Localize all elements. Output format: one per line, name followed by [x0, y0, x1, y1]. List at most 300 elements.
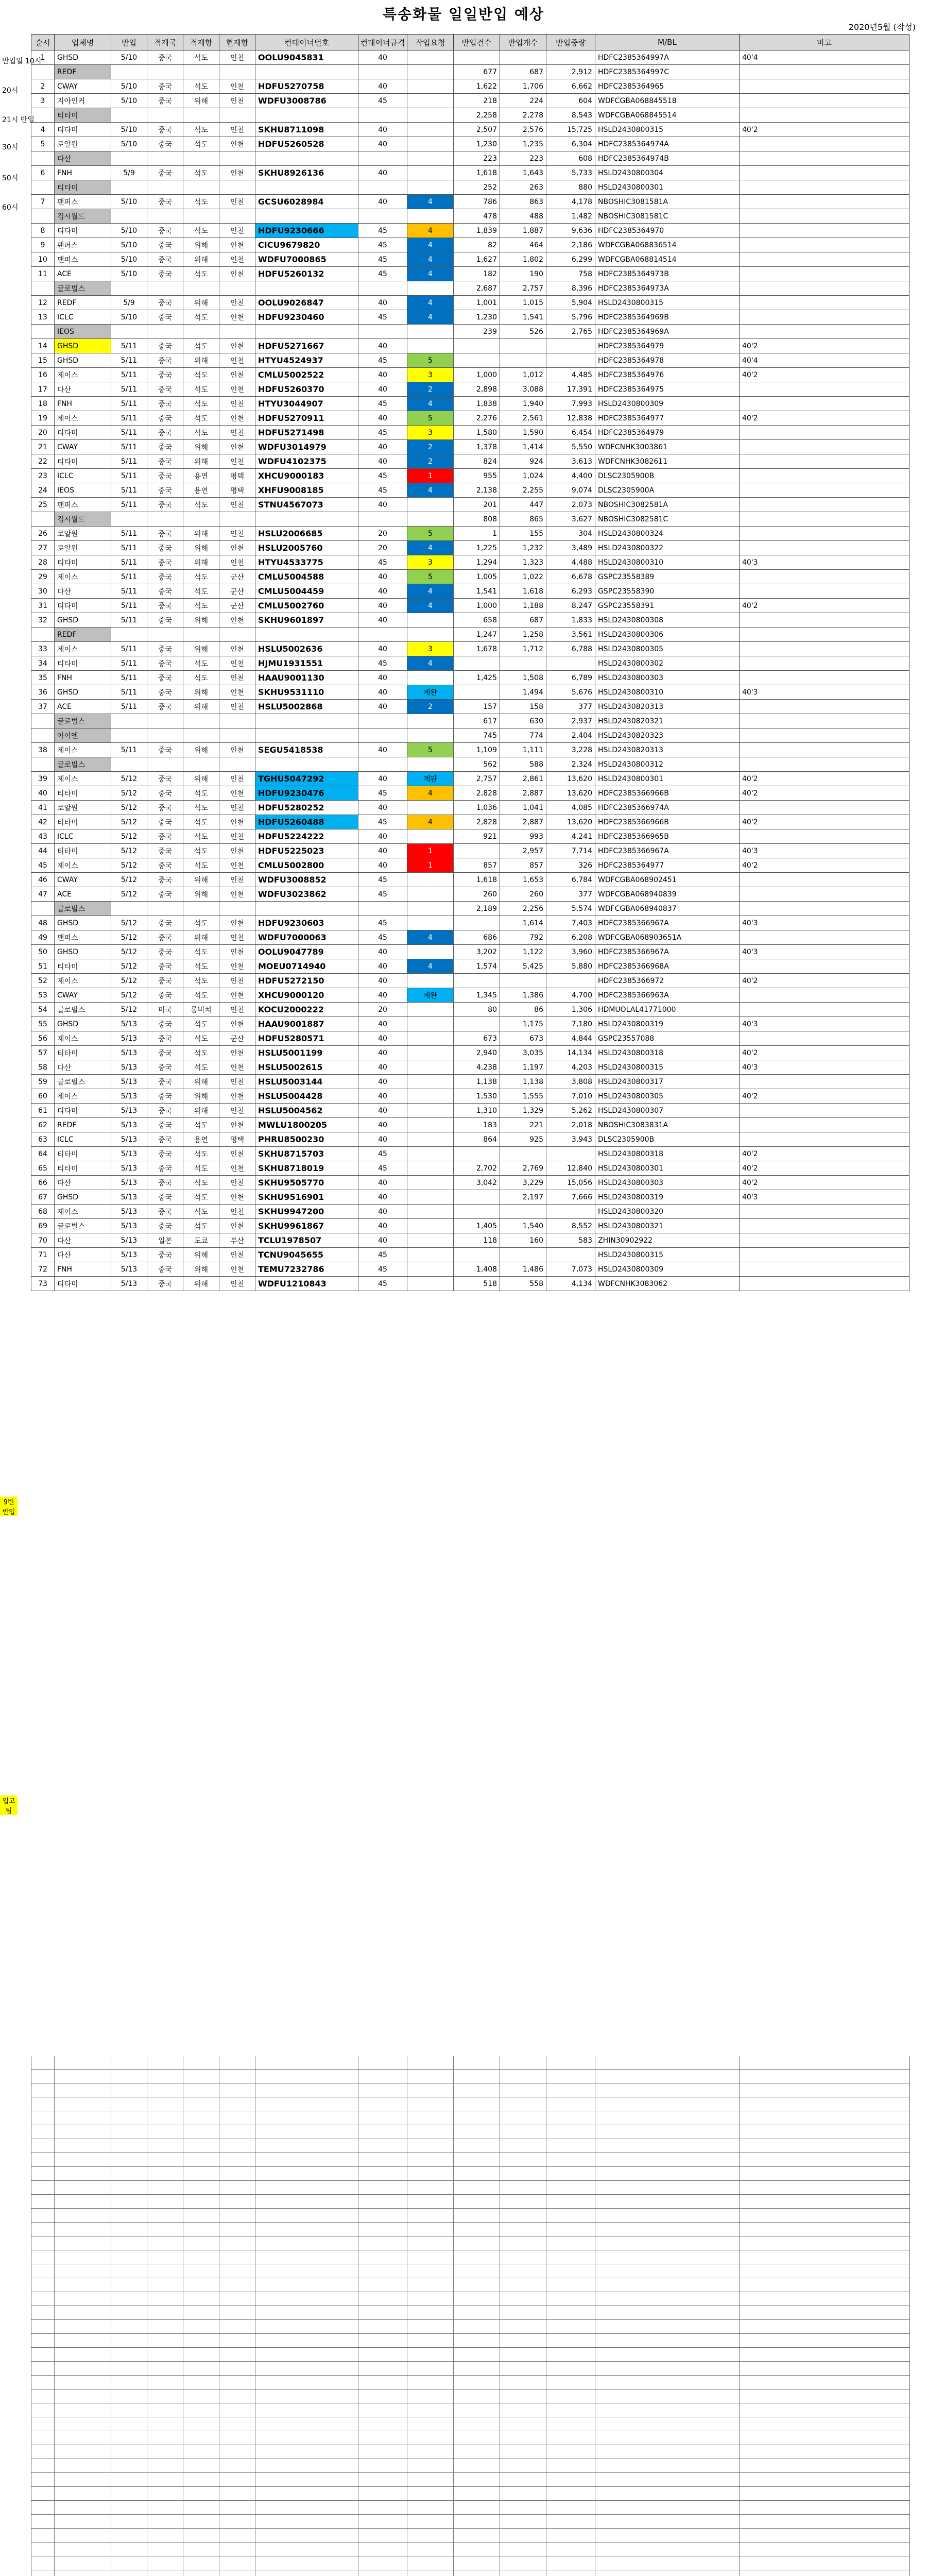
table-row	[31, 584, 909, 599]
cell-cur: 인천	[219, 94, 255, 108]
cell-c2: 1,329	[500, 1104, 546, 1118]
cell-date: 5/11	[111, 584, 147, 599]
cell-cust: CWAY	[55, 79, 111, 94]
cell-req	[407, 498, 454, 512]
cell-size	[358, 108, 407, 123]
cell-mbl: WDFCNHK3003861	[595, 440, 740, 454]
cell-size: 45	[358, 887, 407, 902]
cell-port: 석도	[183, 959, 219, 974]
cell-mbl: HDFC2385364973B	[595, 267, 740, 281]
cell-c1: 223	[454, 151, 500, 166]
table-row	[31, 498, 909, 512]
cell-from: 중국	[147, 483, 183, 498]
cell-date: 5/10	[111, 252, 147, 267]
cell-from: 중국	[147, 527, 183, 541]
table-row	[31, 123, 909, 137]
cell-cntr: HDFU5280571	[255, 1031, 358, 1046]
cell-c3: 2,912	[546, 65, 595, 79]
cell-cust: ICLC	[55, 1132, 111, 1147]
cell-from: 중국	[147, 555, 183, 570]
cell-size: 45	[358, 224, 407, 238]
cell-cust: 아이엔	[55, 728, 111, 743]
cell-port: 석도	[183, 815, 219, 829]
cell-c1: 1,000	[454, 368, 500, 382]
cell-cust: 팬퍼스	[55, 252, 111, 267]
cell-c3	[546, 339, 595, 353]
cell-cntr	[255, 180, 358, 195]
cell-c1: 1,580	[454, 426, 500, 440]
cell-from: 중국	[147, 50, 183, 65]
cell-seq: 64	[31, 1147, 55, 1161]
cell-size: 40	[358, 642, 407, 656]
cell-req: 5	[407, 743, 454, 757]
cell-req	[407, 123, 454, 137]
cell-cntr: WDFU1210843	[255, 1277, 358, 1291]
cell-seq: 26	[31, 527, 55, 541]
cell-cur: 인천	[219, 339, 255, 353]
cell-req	[407, 1161, 454, 1176]
cell-from: 중국	[147, 238, 183, 252]
cell-size: 40	[358, 844, 407, 858]
cell-cntr: HSLU5004562	[255, 1104, 358, 1118]
cell-date: 5/9	[111, 296, 147, 310]
cell-mbl: HDFC2385364965	[595, 79, 740, 94]
cell-mbl: WDFCNHK3082611	[595, 454, 740, 469]
table-row	[31, 1089, 909, 1104]
cell-cur: 인천	[219, 959, 255, 974]
cell-cntr: HDFU5280252	[255, 801, 358, 815]
cell-mbl: HSLD2430800308	[595, 613, 740, 628]
cell-req	[407, 671, 454, 685]
cell-c3	[546, 656, 595, 671]
cell-c2	[500, 353, 546, 368]
cell-port	[183, 512, 219, 527]
cell-cust: GHSD	[55, 685, 111, 700]
cell-c2: 673	[500, 1031, 546, 1046]
cell-mbl: WDFCGBA068814514	[595, 252, 740, 267]
cell-date: 5/12	[111, 772, 147, 786]
cell-mbl: HSLD2430800320	[595, 1205, 740, 1219]
cell-mbl: HSLD2430820313	[595, 700, 740, 714]
cell-c3: 8,247	[546, 599, 595, 613]
cell-c3: 2,937	[546, 714, 595, 728]
cell-note: 40'4	[740, 50, 909, 65]
cell-c3: 6,678	[546, 570, 595, 584]
cell-seq: 46	[31, 873, 55, 887]
cell-from: 중국	[147, 772, 183, 786]
cell-cntr: HDFU9230476	[255, 786, 358, 801]
cell-cur: 인천	[219, 123, 255, 137]
cell-cust: 제이스	[55, 570, 111, 584]
cell-c3: 2,073	[546, 498, 595, 512]
cell-cntr: HAAU9001887	[255, 1017, 358, 1031]
cell-note	[740, 281, 909, 296]
cell-note	[740, 469, 909, 483]
cell-seq	[31, 151, 55, 166]
cell-c1: 2,757	[454, 772, 500, 786]
cell-date: 5/13	[111, 1176, 147, 1190]
cell-port: 석도	[183, 411, 219, 426]
table-row	[31, 512, 909, 527]
table-row	[31, 65, 909, 79]
cell-from: 미국	[147, 1003, 183, 1017]
cell-cur: 인천	[219, 1161, 255, 1176]
cell-mbl: HSLD2430800321	[595, 1219, 740, 1233]
cell-mbl: HSLD2430820323	[595, 728, 740, 743]
cell-c1: 658	[454, 613, 500, 628]
cell-note: 40'2	[740, 1176, 909, 1190]
cell-c1: 183	[454, 1118, 500, 1132]
cell-seq: 25	[31, 498, 55, 512]
cell-date: 5/13	[111, 1031, 147, 1046]
cell-size: 40	[358, 79, 407, 94]
cell-c1	[454, 1248, 500, 1262]
cell-date: 5/13	[111, 1205, 147, 1219]
cell-cust: 티타미	[55, 1046, 111, 1060]
cell-size: 40	[358, 498, 407, 512]
cell-note	[740, 1118, 909, 1132]
cell-from: 중국	[147, 397, 183, 411]
cell-req: 4	[407, 815, 454, 829]
cell-c3: 4,085	[546, 801, 595, 815]
cell-size: 20	[358, 1003, 407, 1017]
cell-date: 5/13	[111, 1219, 147, 1233]
cell-cntr: HSLU5002636	[255, 642, 358, 656]
cell-size: 45	[358, 1248, 407, 1262]
cell-c3: 583	[546, 1233, 595, 1248]
table-row	[31, 1046, 909, 1060]
cell-seq: 38	[31, 743, 55, 757]
cell-req	[407, 1277, 454, 1291]
cell-note	[740, 1003, 909, 1017]
cell-cust: 로알원	[55, 541, 111, 555]
cell-seq	[31, 65, 55, 79]
cell-req: 4	[407, 930, 454, 945]
cell-cntr: CMLU5002800	[255, 858, 358, 873]
cell-size	[358, 180, 407, 195]
cell-date: 5/11	[111, 642, 147, 656]
cell-c2	[500, 1248, 546, 1262]
table-row	[31, 743, 909, 757]
cell-from: 중국	[147, 584, 183, 599]
cell-mbl: HSLD2430800310	[595, 685, 740, 700]
cell-from	[147, 512, 183, 527]
cell-cust: GHSD	[55, 945, 111, 959]
cell-cur: 인천	[219, 1219, 255, 1233]
cell-date: 5/11	[111, 440, 147, 454]
cell-cntr: CMLU5002760	[255, 599, 358, 613]
table-row	[31, 887, 909, 902]
cell-note	[740, 527, 909, 541]
cell-req: 2	[407, 382, 454, 397]
cell-size: 45	[358, 469, 407, 483]
cell-c1: 1,378	[454, 440, 500, 454]
cell-port	[183, 902, 219, 916]
cell-c1: 80	[454, 1003, 500, 1017]
cell-c1: 617	[454, 714, 500, 728]
cell-size: 45	[358, 656, 407, 671]
cell-c1: 1,138	[454, 1075, 500, 1089]
cell-cntr	[255, 728, 358, 743]
cell-req	[407, 137, 454, 151]
cell-size: 45	[358, 873, 407, 887]
cell-from: 중국	[147, 1262, 183, 1277]
cell-c1: 157	[454, 700, 500, 714]
cell-c2: 2,256	[500, 902, 546, 916]
cell-req	[407, 873, 454, 887]
cell-from: 중국	[147, 1060, 183, 1075]
cell-c1: 677	[454, 65, 500, 79]
cell-c2: 1,111	[500, 743, 546, 757]
cell-cust: GHSD	[55, 353, 111, 368]
cell-size: 40	[358, 1132, 407, 1147]
cell-c2: 1,015	[500, 296, 546, 310]
cell-seq: 63	[31, 1132, 55, 1147]
table-row	[31, 426, 909, 440]
cell-cust: REDF	[55, 628, 111, 642]
cell-req	[407, 829, 454, 844]
cell-date: 5/13	[111, 1277, 147, 1291]
cell-c1: 2,507	[454, 123, 500, 137]
cell-cur	[219, 180, 255, 195]
table-row	[31, 1248, 909, 1262]
cell-note	[740, 959, 909, 974]
cell-from: 중국	[147, 123, 183, 137]
cell-mbl: HSLD2430800303	[595, 671, 740, 685]
cell-req	[407, 325, 454, 339]
cell-port: 석도	[183, 656, 219, 671]
cell-port	[183, 728, 219, 743]
cell-seq: 27	[31, 541, 55, 555]
cell-port: 석도	[183, 916, 219, 930]
cell-port	[183, 180, 219, 195]
cell-seq: 45	[31, 858, 55, 873]
cell-port: 위해	[183, 1089, 219, 1104]
cell-mbl: HSLD2430800318	[595, 1147, 740, 1161]
cell-seq: 58	[31, 1060, 55, 1075]
cell-from: 중국	[147, 79, 183, 94]
cell-c1: 260	[454, 887, 500, 902]
cell-c1: 673	[454, 1031, 500, 1046]
cell-date: 5/12	[111, 945, 147, 959]
cell-size: 45	[358, 310, 407, 325]
cell-note	[740, 1132, 909, 1147]
cell-mbl: DLSC2305900B	[595, 469, 740, 483]
cell-c2: 86	[500, 1003, 546, 1017]
cell-cur: 인천	[219, 310, 255, 325]
col-header: 적재국	[147, 35, 183, 50]
table-row	[31, 469, 909, 483]
cell-date: 5/10	[111, 310, 147, 325]
cell-port	[183, 714, 219, 728]
cell-note: 40'3	[740, 1017, 909, 1031]
cell-req	[407, 613, 454, 628]
col-header: M/BL	[595, 35, 740, 50]
cell-port: 석도	[183, 584, 219, 599]
cell-cust: 제이스	[55, 411, 111, 426]
col-header: 반입	[111, 35, 147, 50]
cell-from: 중국	[147, 195, 183, 209]
cell-size: 40	[358, 1031, 407, 1046]
cell-cust: CWAY	[55, 873, 111, 887]
cell-cust: REDF	[55, 1118, 111, 1132]
cell-port: 위해	[183, 555, 219, 570]
cell-cntr: HDFU5270911	[255, 411, 358, 426]
cell-req	[407, 281, 454, 296]
cell-size: 40	[358, 988, 407, 1003]
cell-note: 40'3	[740, 1190, 909, 1205]
cell-seq	[31, 714, 55, 728]
cell-c1	[454, 339, 500, 353]
cell-c3: 13,620	[546, 786, 595, 801]
cell-req	[407, 801, 454, 815]
cell-port: 위해	[183, 252, 219, 267]
cell-c3: 5,796	[546, 310, 595, 325]
cell-date	[111, 728, 147, 743]
cell-cust: FNH	[55, 1262, 111, 1277]
cell-c1: 2,687	[454, 281, 500, 296]
cell-c1: 786	[454, 195, 500, 209]
cell-port: 석도	[183, 801, 219, 815]
cell-cur: 인천	[219, 368, 255, 382]
table-row	[31, 1219, 909, 1233]
cell-size: 40	[358, 1176, 407, 1190]
cell-size: 40	[358, 685, 407, 700]
cell-req: 계완	[407, 988, 454, 1003]
cell-c1: 182	[454, 267, 500, 281]
cell-c2: 1,494	[500, 685, 546, 700]
cell-c2	[500, 339, 546, 353]
cell-cur: 군산	[219, 584, 255, 599]
cell-seq: 15	[31, 353, 55, 368]
cell-c1: 1,225	[454, 541, 500, 555]
cell-c2: 588	[500, 757, 546, 772]
cell-c3: 5,904	[546, 296, 595, 310]
cell-cur	[219, 728, 255, 743]
cell-c3: 6,789	[546, 671, 595, 685]
cell-c1: 824	[454, 454, 500, 469]
cell-cust: 글로벌스	[55, 1075, 111, 1089]
cell-mbl: HDFC2385366968A	[595, 959, 740, 974]
cell-c2	[500, 1205, 546, 1219]
cell-c3: 7,403	[546, 916, 595, 930]
cell-cust: ICLC	[55, 829, 111, 844]
cell-size: 40	[358, 296, 407, 310]
cell-c2: 1,323	[500, 555, 546, 570]
cell-c2: 1,022	[500, 570, 546, 584]
cell-seq: 10	[31, 252, 55, 267]
cell-from: 중국	[147, 1190, 183, 1205]
table-row	[31, 180, 909, 195]
cell-cntr: HDFU5270758	[255, 79, 358, 94]
cell-cntr: TGHU5047292	[255, 772, 358, 786]
cell-req: 4	[407, 599, 454, 613]
cell-size: 45	[358, 267, 407, 281]
cell-from: 중국	[147, 137, 183, 151]
table-row	[31, 844, 909, 858]
cell-c3: 12,838	[546, 411, 595, 426]
cell-note: 40'2	[740, 368, 909, 382]
cell-from	[147, 728, 183, 743]
cell-c3: 880	[546, 180, 595, 195]
cell-req: 4	[407, 296, 454, 310]
cell-c3: 12,840	[546, 1161, 595, 1176]
cell-mbl: HDFC2385364997C	[595, 65, 740, 79]
col-header: 반입중량	[546, 35, 595, 50]
cell-port: 석도	[183, 382, 219, 397]
cell-note	[740, 656, 909, 671]
cell-c3: 5,880	[546, 959, 595, 974]
cell-cntr: OOLU9026847	[255, 296, 358, 310]
side-marker: 9번 반입	[0, 1497, 18, 1516]
cell-cntr: CMLU5002522	[255, 368, 358, 382]
cell-seq: 69	[31, 1219, 55, 1233]
cell-port: 롱비치	[183, 1003, 219, 1017]
cell-c2: 160	[500, 1233, 546, 1248]
cell-port: 석도	[183, 368, 219, 382]
table-row	[31, 108, 909, 123]
cell-from: 중국	[147, 368, 183, 382]
cell-from: 중국	[147, 382, 183, 397]
cell-note: 40'2	[740, 411, 909, 426]
cell-c1: 1,530	[454, 1089, 500, 1104]
cell-port: 도쿄	[183, 1233, 219, 1248]
cell-from	[147, 151, 183, 166]
cell-c3: 7,073	[546, 1262, 595, 1277]
cell-cur: 인천	[219, 50, 255, 65]
cell-req	[407, 1248, 454, 1262]
cell-seq: 17	[31, 382, 55, 397]
cell-note	[740, 94, 909, 108]
cell-c2: 792	[500, 930, 546, 945]
cell-cust: 지아인커	[55, 94, 111, 108]
cell-size: 45	[358, 397, 407, 411]
cell-note	[740, 570, 909, 584]
cell-c3: 13,620	[546, 772, 595, 786]
cell-cntr: SKHU9601897	[255, 613, 358, 628]
cell-seq	[31, 757, 55, 772]
cell-from: 중국	[147, 743, 183, 757]
cell-cntr: WDFU3014979	[255, 440, 358, 454]
cell-cust: GHSD	[55, 339, 111, 353]
cell-note	[740, 151, 909, 166]
cell-c1: 2,258	[454, 108, 500, 123]
cell-note	[740, 700, 909, 714]
cell-c2: 1,614	[500, 916, 546, 930]
cell-size: 40	[358, 671, 407, 685]
table-row	[31, 873, 909, 887]
cell-mbl: GSPC23557088	[595, 1031, 740, 1046]
cell-cust: 제이스	[55, 642, 111, 656]
cell-note: 40'2	[740, 1147, 909, 1161]
cell-cust: FNH	[55, 671, 111, 685]
cell-seq: 55	[31, 1017, 55, 1031]
cell-cust: 로알원	[55, 137, 111, 151]
cell-cur: 군산	[219, 570, 255, 584]
cell-cntr: HDFU5260132	[255, 267, 358, 281]
cell-cur	[219, 628, 255, 642]
cell-from: 중국	[147, 959, 183, 974]
cell-cur: 인천	[219, 454, 255, 469]
cell-cur: 평택	[219, 469, 255, 483]
cell-seq: 24	[31, 483, 55, 498]
cell-c1: 1,622	[454, 79, 500, 94]
cell-cust: 티타미	[55, 786, 111, 801]
cell-seq: 50	[31, 945, 55, 959]
cell-req	[407, 79, 454, 94]
cell-c1: 1,678	[454, 642, 500, 656]
cell-date: 5/10	[111, 94, 147, 108]
